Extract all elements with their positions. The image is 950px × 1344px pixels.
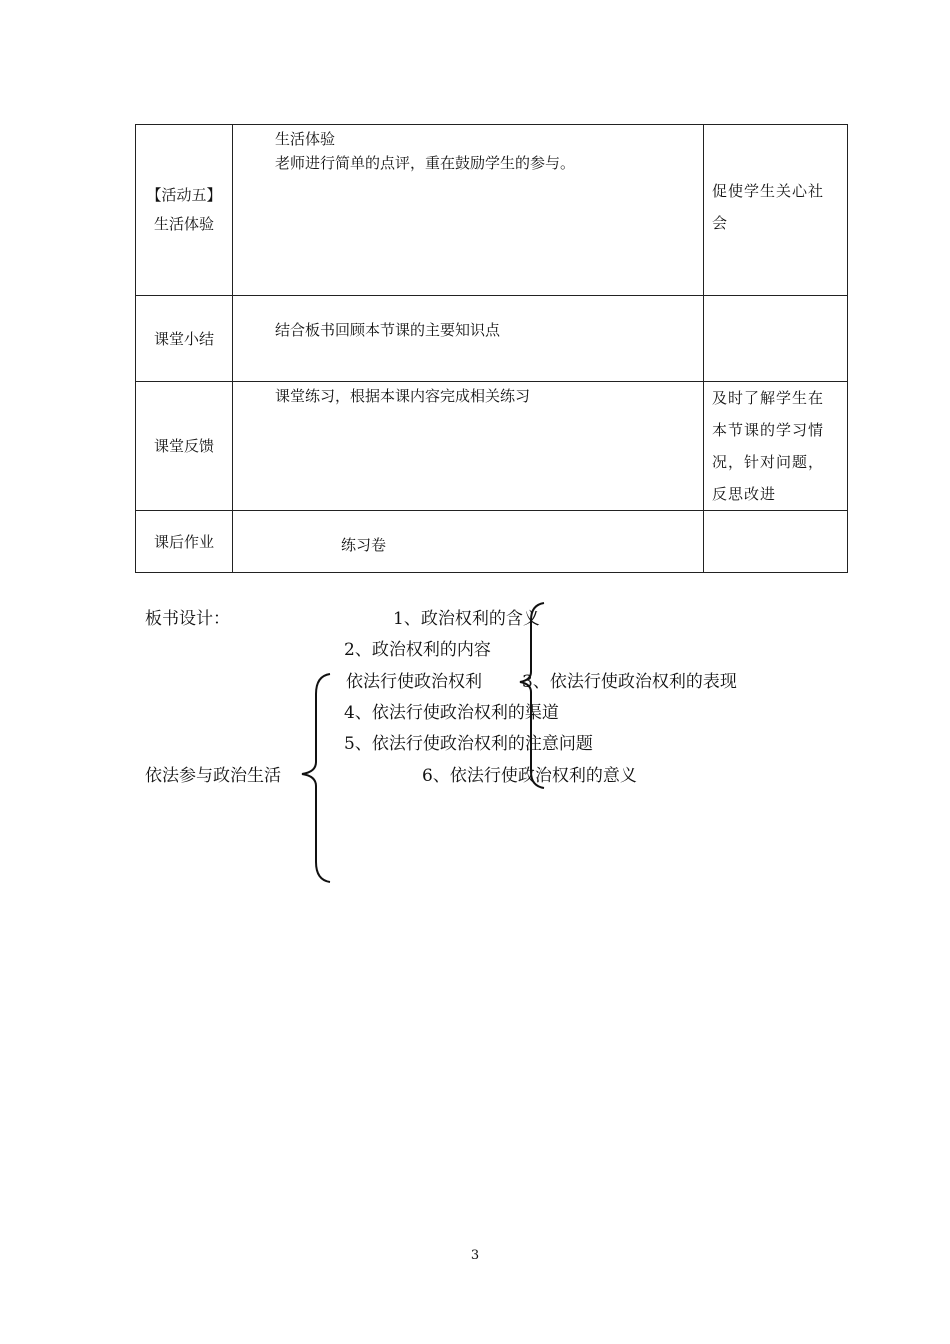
content-cell: [233, 125, 704, 296]
content-line: 练习卷: [341, 536, 387, 554]
board-item: 2、政治权利的内容: [344, 640, 491, 660]
stage-cell: [136, 382, 233, 511]
board-root: 依法参与政治生活: [145, 766, 281, 786]
purpose-text: 及时了解学生在本节课的学习情况，针对问题，反思改进: [712, 389, 825, 503]
board-item: 6、依法行使政治权利的意义: [422, 766, 637, 786]
content-cell: [233, 382, 704, 511]
stage-label: 【活动五】: [146, 186, 222, 204]
stage-label: 课后作业: [153, 532, 214, 551]
stage-cell: [136, 125, 233, 296]
table-row: [136, 511, 848, 573]
board-item: 1、政治权利的含义: [393, 609, 540, 629]
left-brace-large: [302, 674, 330, 882]
board-item: 5、依法行使政治权利的注意问题: [344, 734, 593, 754]
board-item: 4、依法行使政治权利的渠道: [344, 703, 559, 723]
board-branch: 依法行使政治权利: [346, 672, 482, 692]
table-row: [136, 296, 848, 382]
purpose-text: 促使学生关心社会: [712, 182, 825, 232]
content-cell: [233, 296, 704, 382]
stage-cell: [136, 511, 233, 573]
content-line: 课堂练习，根据本课内容完成相关练习: [275, 387, 531, 405]
purpose-cell: [704, 125, 848, 296]
stage-label: 生活体验: [153, 215, 214, 233]
content-cell: [233, 511, 704, 573]
stage-cell: [136, 296, 233, 382]
purpose-cell: [704, 511, 848, 573]
table-row: [136, 125, 848, 296]
page-number: 3: [470, 1248, 480, 1263]
stage-label: 课堂小结: [153, 329, 214, 348]
board-item: 3、依法行使政治权利的表现: [522, 672, 737, 692]
purpose-cell: [704, 296, 848, 382]
lesson-plan-table: [135, 124, 848, 573]
purpose-cell: [704, 382, 848, 511]
board-heading: 板书设计：: [145, 609, 230, 629]
content-line: 生活体验: [275, 130, 336, 148]
content-line: 结合板书回顾本节课的主要知识点: [275, 321, 501, 339]
stage-label: 课堂反馈: [153, 437, 214, 455]
content-line: 老师进行简单的点评，重在鼓励学生的参与。: [275, 154, 576, 172]
table-row: [136, 382, 848, 511]
